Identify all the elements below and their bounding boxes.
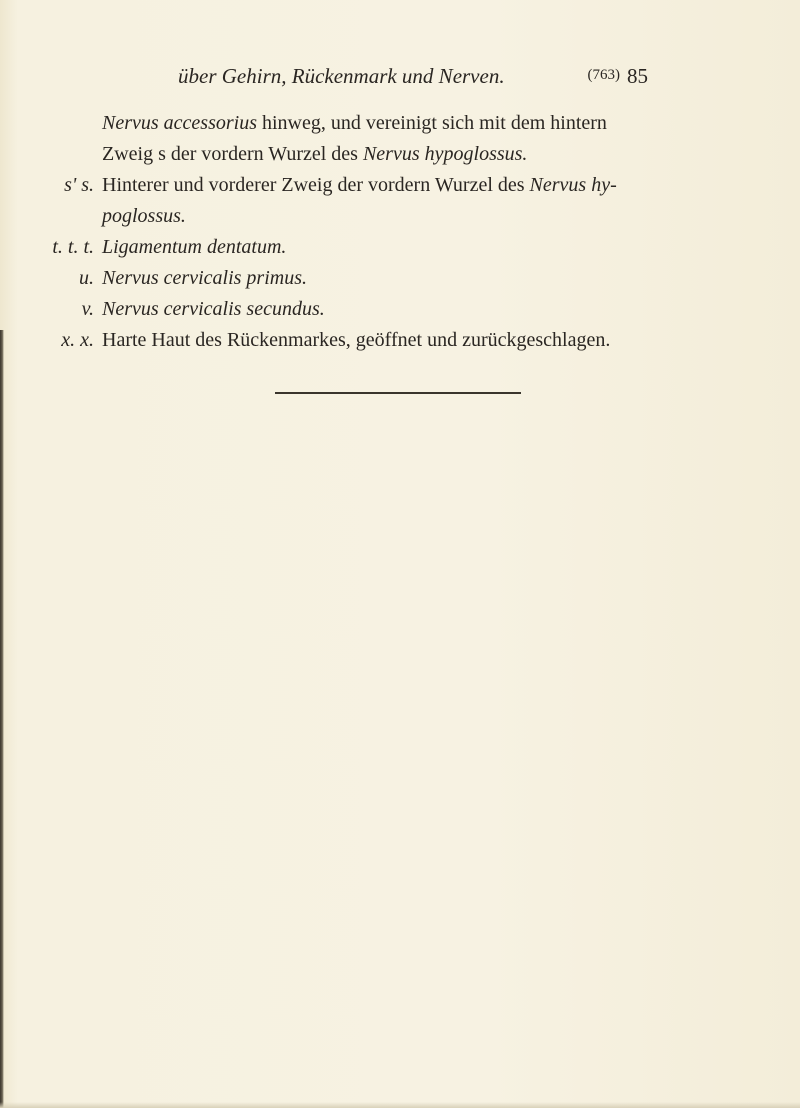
entry-italic: poglossus. — [102, 205, 186, 227]
entry-key: v. — [81, 298, 94, 320]
entry-text — [102, 325, 662, 356]
legend-entry — [0, 108, 800, 139]
entry-rest: hinweg, und vereinigt sich mit dem hintern — [256, 112, 607, 134]
legend-entry — [0, 170, 800, 201]
legend-entry — [0, 139, 800, 170]
legend-entry — [0, 232, 800, 263]
entry-text — [102, 294, 662, 325]
section-divider-rule — [275, 392, 521, 394]
legend-entries — [0, 108, 800, 356]
entry-italic: Ligamentum dentatum. — [102, 236, 287, 258]
entry-italic: Nervus cervicalis secundus. — [102, 298, 325, 320]
entry-key: u. — [79, 267, 94, 289]
legend-entry — [0, 294, 800, 325]
running-header — [178, 64, 648, 92]
entry-italic-end: Nervus hy- — [529, 174, 617, 196]
entry-italic-end: Nervus hypoglossus. — [362, 143, 528, 165]
entry-key: s' s. — [64, 174, 94, 196]
entry-rest: Zweig s der vordern Wurzel des — [102, 143, 363, 165]
entry-text — [102, 263, 662, 294]
entry-text — [102, 232, 662, 263]
entry-text — [102, 108, 662, 139]
page-spine-edge — [0, 330, 4, 1108]
entry-italic: Nervus cervicalis primus. — [102, 267, 307, 289]
entry-text — [102, 201, 662, 232]
legend-entry — [0, 263, 800, 294]
entry-italic: Nervus accessorius — [102, 112, 257, 134]
entry-rest: Harte Haut des Rückenmarkes, geöffnet und zurückgeschlagen. — [102, 329, 611, 351]
entry-rest: Hinterer und vorderer Zweig der vordern Wurzel des — [102, 174, 530, 196]
page-number: 85 — [627, 64, 648, 88]
entry-key: t. t. t. — [52, 236, 94, 258]
header-title: über Gehirn, Rückenmark und Nerven. — [178, 64, 505, 88]
entry-key: x. x. — [61, 329, 94, 351]
entry-text — [102, 139, 662, 170]
page-bottom-edge — [0, 1102, 800, 1108]
legend-entry — [0, 325, 800, 356]
entry-text — [102, 170, 662, 201]
legend-entry — [0, 201, 800, 232]
header-page-ref: (763) — [587, 67, 620, 83]
